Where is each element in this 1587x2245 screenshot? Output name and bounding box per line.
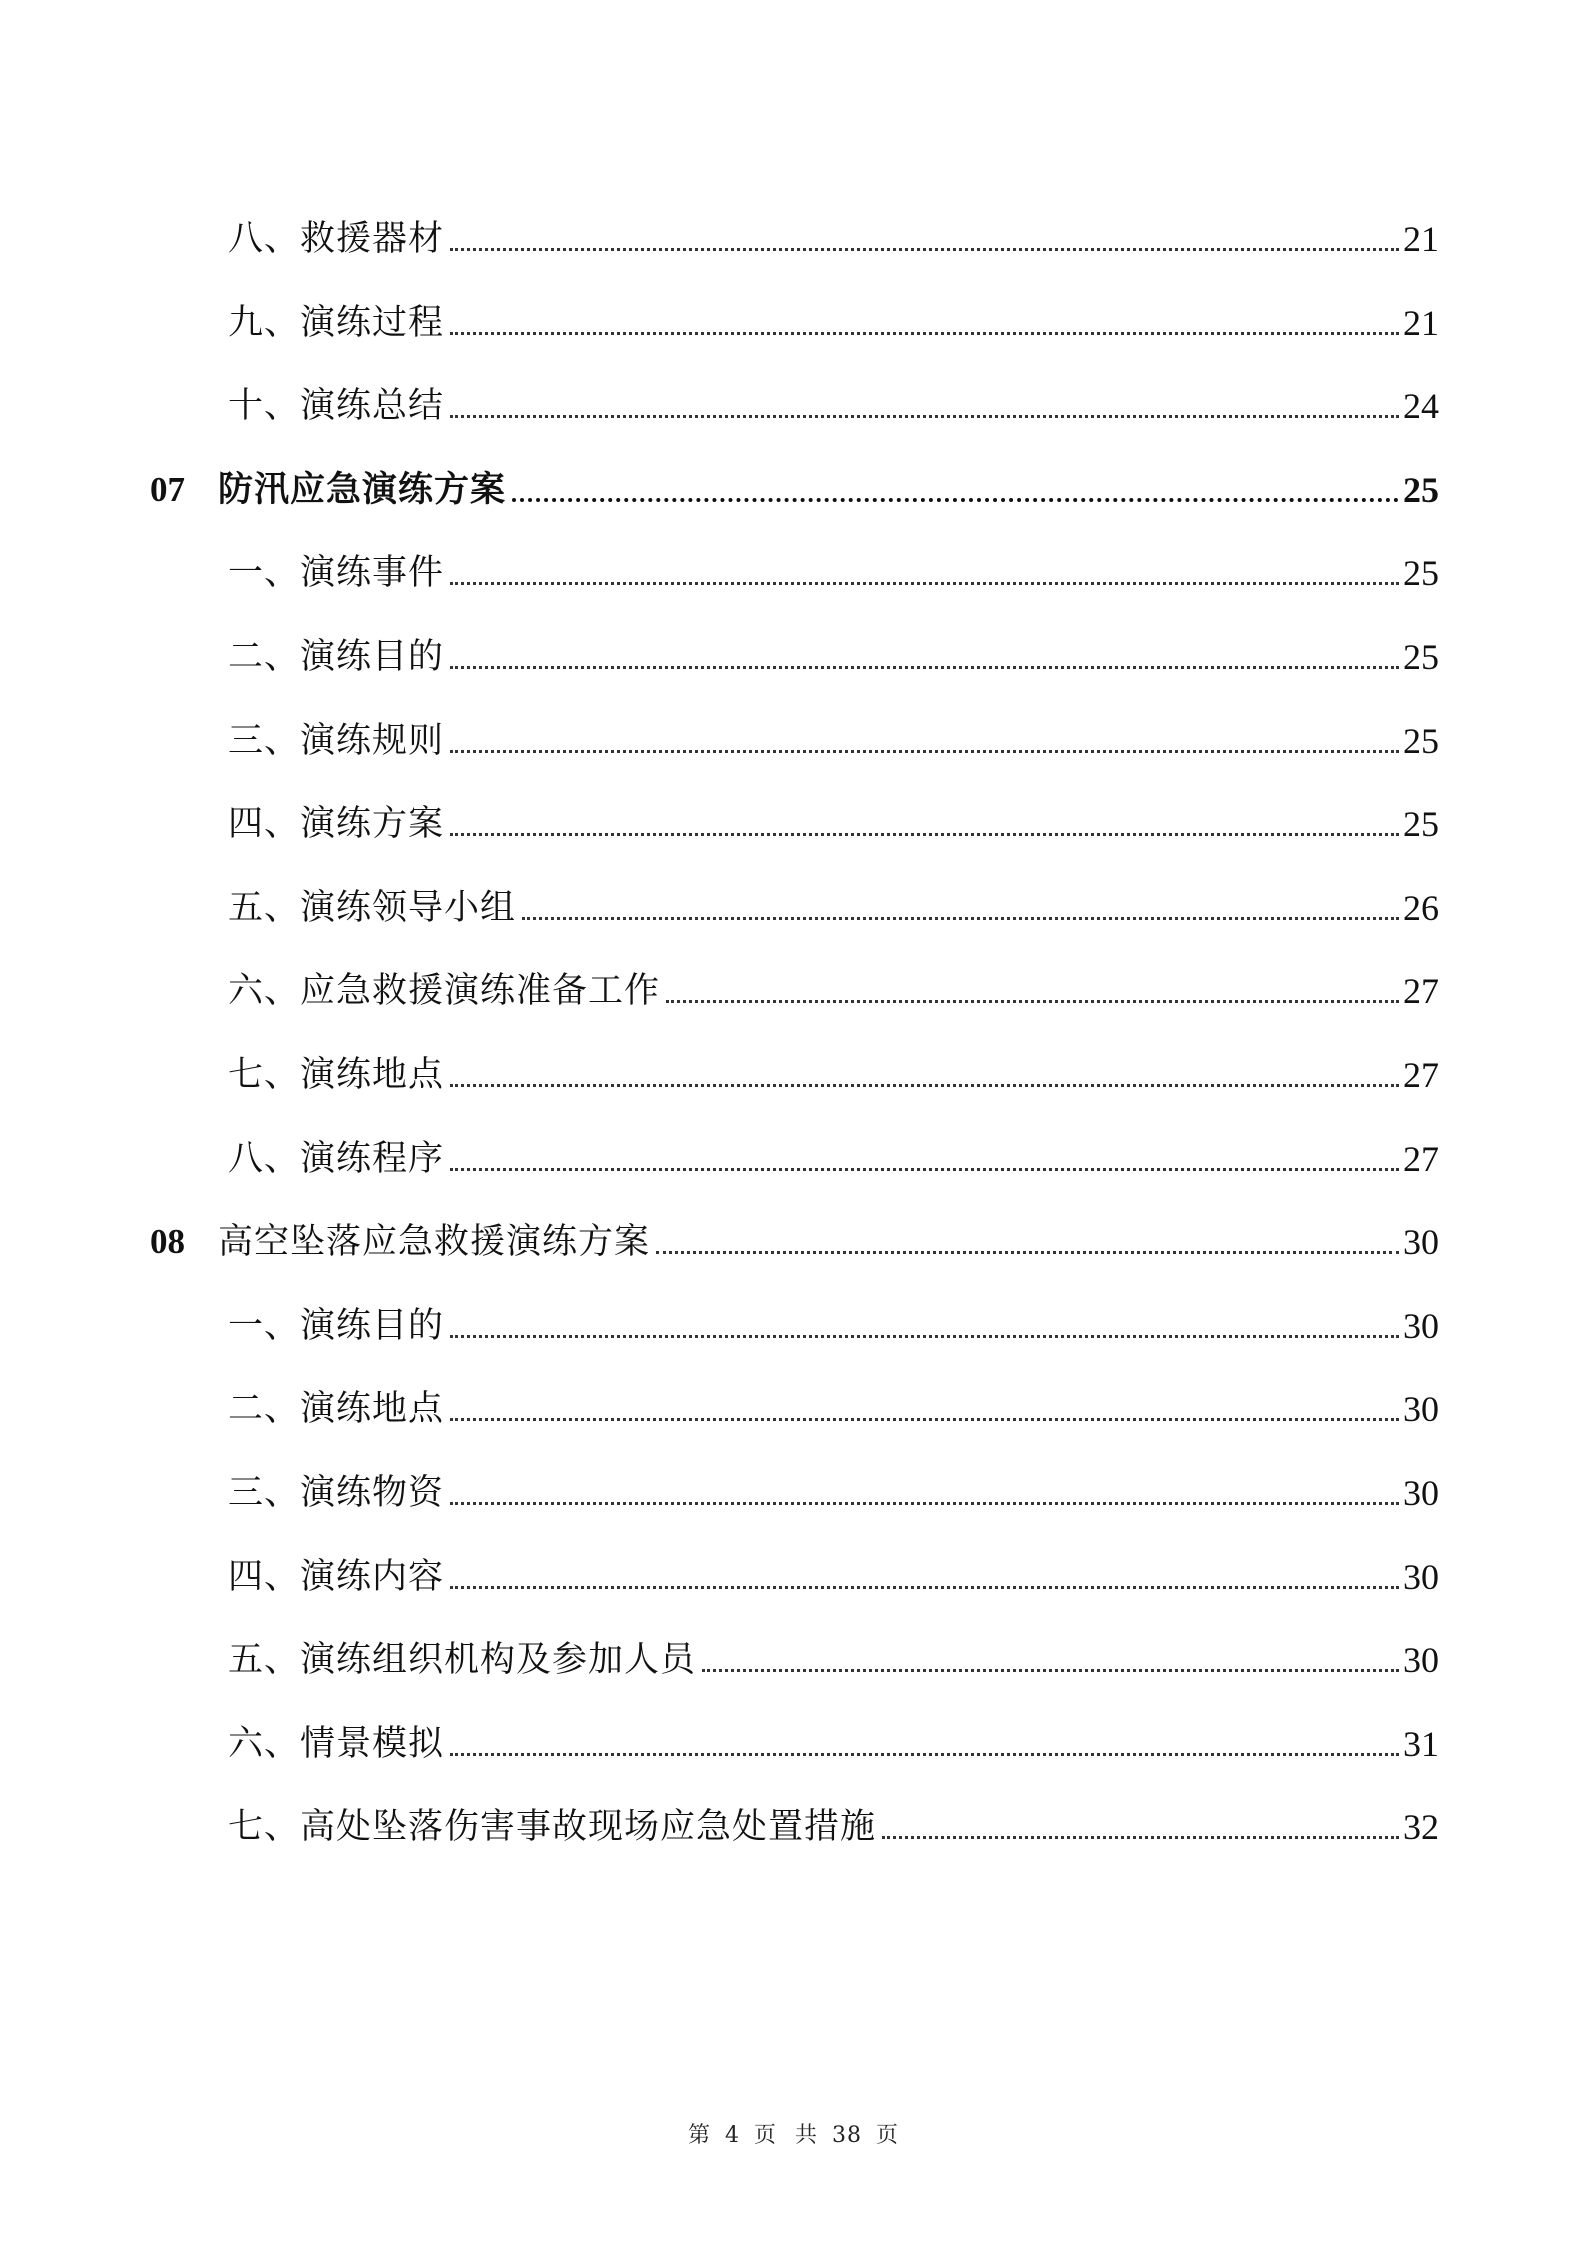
- toc-dot-leader: [512, 498, 1399, 502]
- toc-dot-leader: [450, 332, 1399, 335]
- toc-page-number: 30: [1403, 1222, 1439, 1262]
- toc-dot-leader: [450, 415, 1399, 418]
- toc-page-number: 27: [1403, 1055, 1439, 1095]
- footer-middle: 页 共: [754, 2123, 818, 2148]
- toc-entry[interactable]: [228, 869, 1439, 929]
- toc-page-number: 31: [1403, 1724, 1439, 1764]
- toc-dot-leader: [450, 1084, 1399, 1087]
- toc-page-number: 27: [1403, 1139, 1439, 1179]
- toc-dot-leader: [666, 1000, 1399, 1003]
- footer-suffix: 页: [876, 2123, 900, 2148]
- toc-section-number: 07: [150, 470, 185, 509]
- toc-entry[interactable]: [228, 952, 1439, 1012]
- toc-page-number: 26: [1403, 888, 1439, 928]
- toc-entry[interactable]: [228, 1036, 1439, 1096]
- toc-dot-leader: [656, 1251, 1399, 1254]
- toc-entry[interactable]: [228, 1120, 1439, 1180]
- toc-page-number: 21: [1403, 303, 1439, 343]
- toc-entry-title: 六、情景模拟: [228, 1724, 445, 1764]
- toc-entry[interactable]: [228, 1454, 1439, 1514]
- toc-section-number: 08: [150, 1222, 185, 1261]
- toc-entry-title: 九、演练过程: [228, 303, 445, 343]
- toc-dot-leader: [450, 248, 1399, 251]
- toc-entry-title: 十、演练总结: [228, 386, 445, 426]
- toc-entry-title: 防汛应急演练方案: [218, 469, 507, 510]
- toc-entry[interactable]: [228, 618, 1439, 678]
- toc-entry[interactable]: [228, 367, 1439, 427]
- toc-entry[interactable]: [228, 1538, 1439, 1598]
- toc-page-number: 25: [1403, 804, 1439, 844]
- toc-dot-leader: [522, 917, 1399, 920]
- toc-entry[interactable]: [228, 200, 1439, 260]
- toc-dot-leader: [882, 1836, 1399, 1839]
- toc-entry-title: 三、演练物资: [228, 1473, 445, 1513]
- toc-page-number: 32: [1403, 1807, 1439, 1847]
- toc-page-number: 30: [1403, 1557, 1439, 1597]
- toc-entry-title: 高空坠落应急救援演练方案: [218, 1222, 651, 1262]
- toc-dot-leader: [450, 582, 1399, 585]
- toc-page-number: 21: [1403, 219, 1439, 259]
- toc-entry-title: 七、演练地点: [228, 1055, 445, 1095]
- toc-page-number: 27: [1403, 971, 1439, 1011]
- toc-entry[interactable]: [228, 1788, 1439, 1848]
- toc-entry-title: 八、演练程序: [228, 1139, 445, 1179]
- toc-dot-leader: [450, 1753, 1399, 1756]
- toc-entry-title: 八、救援器材: [228, 219, 445, 259]
- toc-page-number: 24: [1403, 386, 1439, 426]
- toc-page-number: 30: [1403, 1640, 1439, 1680]
- toc-page-number: 30: [1403, 1473, 1439, 1513]
- toc-entry[interactable]: [228, 534, 1439, 594]
- toc-section-entry[interactable]: [150, 451, 1439, 511]
- toc-entry-title: 一、演练事件: [228, 553, 445, 593]
- toc-entry[interactable]: [228, 1287, 1439, 1347]
- toc-entry-title: 三、演练规则: [228, 721, 445, 761]
- footer-current-page: 4: [725, 2123, 740, 2148]
- toc-page-number: 25: [1403, 553, 1439, 593]
- toc-entry-title: 五、演练领导小组: [228, 888, 517, 928]
- toc-entry-title: 四、演练内容: [228, 1557, 445, 1597]
- toc-page-number: 25: [1403, 470, 1439, 510]
- toc-dot-leader: [450, 833, 1399, 836]
- toc-page-number: 30: [1403, 1306, 1439, 1346]
- toc-dot-leader: [450, 666, 1399, 669]
- toc-entry-title: 六、应急救援演练准备工作: [228, 971, 661, 1011]
- toc-page-number: 25: [1403, 637, 1439, 677]
- toc-entry[interactable]: [228, 1705, 1439, 1765]
- footer-prefix: 第: [687, 2123, 711, 2148]
- toc-entry-title: 一、演练目的: [228, 1306, 445, 1346]
- toc-entry[interactable]: [228, 1621, 1439, 1681]
- toc-dot-leader: [450, 1586, 1399, 1589]
- page-footer: [0, 2118, 1587, 2149]
- toc-dot-leader: [450, 750, 1399, 753]
- toc-dot-leader: [450, 1502, 1399, 1505]
- toc-page-number: 25: [1403, 721, 1439, 761]
- toc-dot-leader: [450, 1168, 1399, 1171]
- toc-entry-title: 五、演练组织机构及参加人员: [228, 1640, 697, 1680]
- toc-section-entry[interactable]: [150, 1203, 1439, 1263]
- toc-entry-title: 七、高处坠落伤害事故现场应急处置措施: [228, 1807, 877, 1847]
- toc-entry[interactable]: [228, 702, 1439, 762]
- toc-entry-title: 二、演练目的: [228, 637, 445, 677]
- toc-dot-leader: [450, 1335, 1399, 1338]
- toc-dot-leader: [702, 1669, 1399, 1672]
- toc-entry[interactable]: [228, 785, 1439, 845]
- footer-total-pages: 38: [832, 2123, 862, 2148]
- toc-page-number: 30: [1403, 1389, 1439, 1429]
- toc-entry[interactable]: [228, 284, 1439, 344]
- toc-entry-title: 二、演练地点: [228, 1389, 445, 1429]
- toc-entry[interactable]: [228, 1370, 1439, 1430]
- toc-dot-leader: [450, 1418, 1399, 1421]
- toc-entry-title: 四、演练方案: [228, 804, 445, 844]
